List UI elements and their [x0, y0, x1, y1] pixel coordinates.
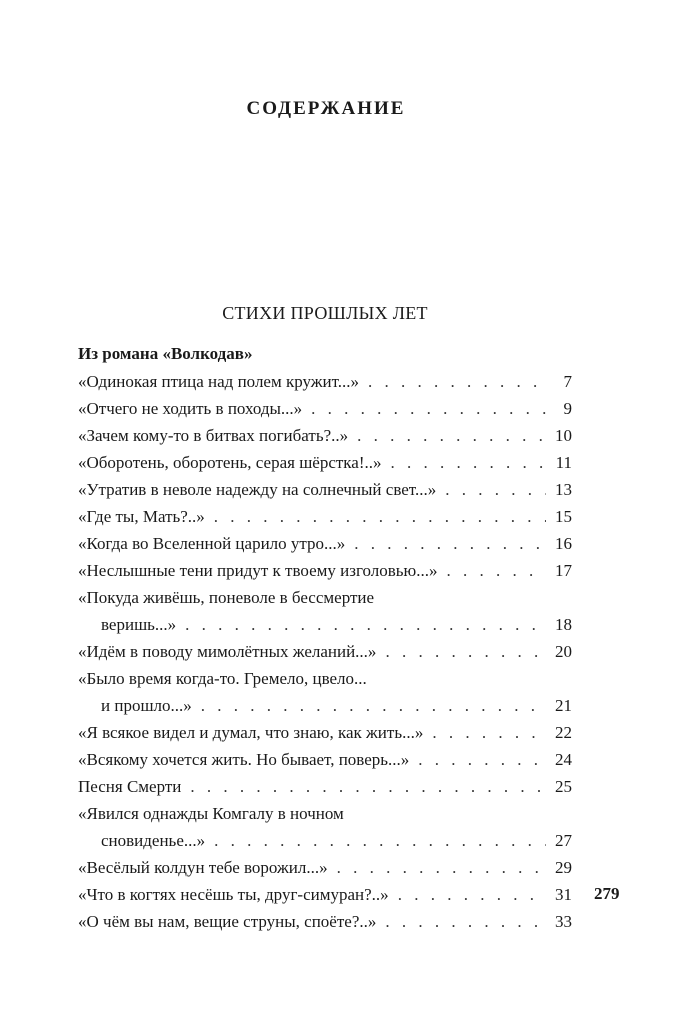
dot-leader: [368, 368, 546, 395]
toc-entry-title: «Неслышные тени придут к твоему изголовью...»: [78, 561, 438, 580]
toc-entry-page: 24: [555, 750, 572, 769]
toc-entry-title: «Отчего не ходить в походы...»: [78, 399, 303, 418]
toc-entry-page: 16: [555, 534, 572, 553]
toc-entry-page: 27: [555, 831, 572, 850]
toc-entry[interactable]: [78, 746, 572, 773]
toc-entry-page: 33: [555, 912, 572, 931]
toc-entry-title: «Одинокая птица над полем кружит...»: [78, 372, 360, 391]
toc-entry-title: и прошло...»: [101, 696, 192, 715]
toc-entry-title: «Весёлый колдун тебе ворожил...»: [78, 858, 328, 877]
toc-entry-line: [78, 854, 572, 881]
dot-leader: [357, 422, 546, 449]
toc-entry-page: 29: [555, 858, 572, 877]
toc-entry[interactable]: [78, 665, 572, 719]
dot-leader: [337, 854, 546, 881]
toc-entry[interactable]: [78, 503, 572, 530]
toc-entry-page: 11: [555, 453, 572, 472]
toc-entry-page: 15: [555, 507, 572, 526]
toc-entry-line: [78, 476, 572, 503]
toc-entry-line: [78, 449, 572, 476]
section-title: СТИХИ ПРОШЛЫХ ЛЕТ: [222, 303, 428, 323]
dot-leader: [418, 746, 546, 773]
toc-entry-line: [78, 422, 572, 449]
toc-entry[interactable]: [78, 773, 572, 800]
toc-entry-page: 7: [563, 372, 572, 391]
toc-entry-title: «О чём вы нам, вещие струны, споёте?..»: [78, 912, 377, 931]
toc-entry-title: «Покуда живёшь, поневоле в бессмертие: [78, 588, 375, 607]
toc-entry[interactable]: [78, 530, 572, 557]
toc-entry-line: [78, 557, 572, 584]
dot-leader: [311, 395, 546, 422]
toc-entry-line: [78, 665, 572, 692]
toc-entry-title: «Утратив в неволе надежду на солнечный свет...»: [78, 480, 437, 499]
toc-entry-line: [78, 530, 572, 557]
dot-leader: [385, 638, 546, 665]
toc-entry[interactable]: [78, 557, 572, 584]
toc-entry[interactable]: [78, 422, 572, 449]
dot-leader: [201, 692, 546, 719]
toc-entry[interactable]: [78, 800, 572, 854]
dot-leader: [190, 773, 546, 800]
toc-entry-line: [78, 368, 572, 395]
table-of-contents: [78, 368, 572, 935]
toc-entry-title: «Всякому хочется жить. Но бывает, поверь...»: [78, 750, 410, 769]
toc-entry-line: [78, 611, 572, 638]
toc-entry-line: [78, 395, 572, 422]
dot-leader: [398, 881, 546, 908]
toc-entry-title: «Зачем кому-то в битвах погибать?..»: [78, 426, 349, 445]
toc-entry-page: 10: [555, 426, 572, 445]
toc-entry-title: «Явился однажды Комгалу в ночном: [78, 804, 344, 823]
dot-leader: [214, 503, 546, 530]
toc-entry-page: 22: [555, 723, 572, 742]
page-number: 279: [594, 884, 620, 903]
toc-entry[interactable]: [78, 638, 572, 665]
toc-entry-title: Песня Смерти: [78, 777, 182, 796]
toc-entry-page: 18: [555, 615, 572, 634]
dot-leader: [354, 530, 546, 557]
toc-entry[interactable]: [78, 584, 572, 638]
toc-entry-line: [78, 584, 572, 611]
toc-entry-line: [78, 746, 572, 773]
toc-entry-page: 31: [555, 885, 572, 904]
toc-entry-page: 20: [555, 642, 572, 661]
toc-entry-title: сновиденье...»: [101, 831, 206, 850]
subsection-title: Из романа «Волкодав»: [78, 344, 253, 363]
toc-entry-line: [78, 908, 572, 935]
toc-entry-page: 9: [563, 399, 572, 418]
dot-leader: [391, 449, 546, 476]
dot-leader: [447, 557, 546, 584]
toc-entry-title: «Было время когда-то. Гремело, цвело...: [78, 669, 367, 688]
dot-leader: [432, 719, 546, 746]
toc-entry-line: [78, 800, 572, 827]
toc-entry-title: «Идём в поводу мимолётных желаний...»: [78, 642, 377, 661]
toc-entry[interactable]: [78, 908, 572, 935]
toc-entry-title: «Я всякое видел и думал, что знаю, как жить...»: [78, 723, 424, 742]
page-title: СОДЕРЖАНИЕ: [246, 98, 406, 119]
dot-leader: [214, 827, 546, 854]
toc-entry-line: [78, 692, 572, 719]
toc-entry-title: «Когда во Вселенной царило утро...»: [78, 534, 346, 553]
toc-entry-page: 25: [555, 777, 572, 796]
toc-entry-line: [78, 719, 572, 746]
toc-entry-title: веришь...»: [101, 615, 177, 634]
toc-entry[interactable]: [78, 854, 572, 881]
toc-entry-line: [78, 638, 572, 665]
toc-entry-title: «Оборотень, оборотень, серая шёрстка!..»: [78, 453, 382, 472]
toc-entry-line: [78, 773, 572, 800]
dot-leader: [185, 611, 546, 638]
dot-leader: [385, 908, 546, 935]
dot-leader: [445, 476, 546, 503]
toc-entry-page: 13: [555, 480, 572, 499]
toc-entry[interactable]: [78, 395, 572, 422]
toc-entry[interactable]: [78, 881, 572, 908]
toc-entry[interactable]: [78, 449, 572, 476]
toc-entry[interactable]: [78, 719, 572, 746]
toc-entry-line: [78, 827, 572, 854]
toc-entry[interactable]: [78, 476, 572, 503]
toc-entry-line: [78, 503, 572, 530]
toc-entry[interactable]: [78, 368, 572, 395]
toc-entry-title: «Что в когтях несёшь ты, друг-симуран?..»: [78, 885, 389, 904]
toc-entry-title: «Где ты, Мать?..»: [78, 507, 205, 526]
toc-entry-page: 21: [555, 696, 572, 715]
toc-entry-page: 17: [555, 561, 572, 580]
toc-entry-line: [78, 881, 572, 908]
